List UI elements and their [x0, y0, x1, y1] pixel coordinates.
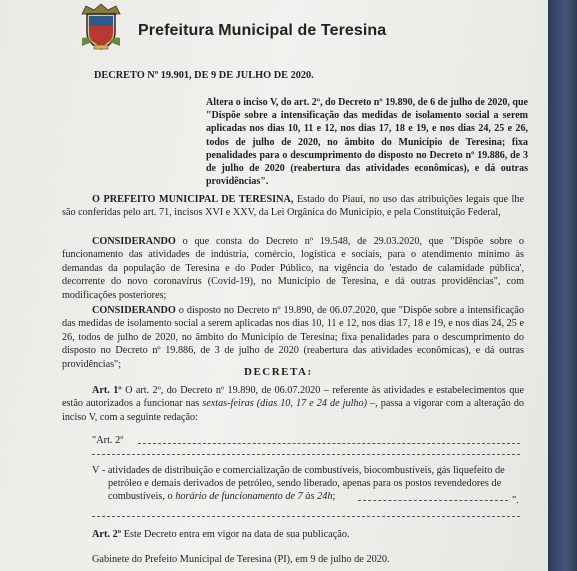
art2-quote-label: "Art. 2º — [92, 435, 124, 446]
preamble — [62, 193, 524, 220]
decree-ementa: Altera o inciso V, do art. 2º, do Decreto nº 19.890, de 6 de julho de 2020, que "Dispõe sobre a intensificação das medidas de isolamento social a serem aplicadas nos dias 10, 11 e 12, nos dias 17, 18 e 19, e nos dias 24, 25 e 26, todos de julho de 2020, no âmbito do Município de Teresina; fixa penalidades para o descumprimento do disposto no Decreto nº 19.886, de 3 de julho de 2020 (reabertura das atividades econômicas), e dá outras providências". — [206, 97, 528, 188]
preamble-text: Estado do Piauí, no uso das atribuições legais que lhe são conferidas pelo art. 71, incisos XVI e XXV, da Lei Orgânica do Município, e pela Constituição Federal, — [62, 194, 525, 219]
article-2 — [92, 528, 350, 541]
close-quote: ". — [512, 495, 519, 506]
article-1-italic: sextas-feiras (dias 10, 17 e 24 de julho) — [202, 398, 368, 410]
considerando-1 — [62, 235, 524, 302]
considerando-1-text: o que consta do Decreto nº 19.548, de 29.03.2020, que "Dispõe sobre o funcionamento das atividades de indústria, comércio, logística e sociais, para o atendimento mínimo às demandas da população de Teresina e do Poder Público, na vigência do 'estado de calamidade pública', decorrente do novo coronavírus (Covid-19), no Município de Teresina, e dá outras providências", com modificações posteriores; — [62, 236, 524, 301]
decree-title: DECRETO Nº 19.901, DE 9 DE JULHO DE 2020. — [94, 70, 314, 81]
inciso-v-italic: horário de funcionamento de 7 às 24h — [175, 491, 333, 502]
gabinete-line: Gabinete do Prefeito Municipal de Teresina (PI), em 9 de julho de 2020. — [92, 554, 390, 565]
article-2-lead: Art. 2º — [92, 529, 122, 540]
considerando-2-lead: CONSIDERANDO — [92, 305, 176, 316]
desk-background — [548, 0, 577, 571]
article-2-text: Este Decreto entra em vigor na data de sua publicação. — [121, 529, 350, 540]
inciso-v-line-2: petróleo e demais derivados de petróleo, sendo liberado, apenas para os postos revendedores de — [108, 478, 502, 489]
decreta-heading: DECRETA: — [244, 366, 313, 378]
article-1-lead: Art. 1º — [92, 385, 122, 396]
article-1 — [62, 384, 524, 424]
org-name: Prefeitura Municipal de Teresina — [138, 22, 387, 39]
article-1-text-a: O art. 2º, do Decreto nº 19.890, de 06.07.2020 – referente às atividades e estabelecimentos que estão autorizados a funcionar nas — [62, 385, 524, 410]
considerando-1-lead: CONSIDERANDO — [92, 236, 176, 247]
dotted-line — [92, 516, 520, 517]
dotted-line — [138, 443, 520, 444]
inciso-v-text: combustíveis, o — [108, 491, 176, 502]
considerando-2 — [62, 304, 524, 371]
municipal-coat-of-arms-icon — [78, 2, 124, 52]
inciso-v-line-1: V - atividades de distribuição e comercialização de combustíveis, biocombustíveis, gás liquefeito de — [92, 465, 505, 476]
dotted-line — [92, 454, 520, 455]
inciso-v-end: ; — [332, 491, 336, 502]
inciso-v-line-3 — [108, 490, 335, 503]
considerando-2-text: o disposto no Decreto nº 19.890, de 06.07.2020, que "Dispõe sobre a intensificação das medidas de isolamento social a serem aplicadas nos dias 10, 11 e 12, nos dias 17, 18 e 19, e nos dias 24, 25 e 26, todos de julho de 2020, no âmbito do Município de Teresina; fixa penalidades para o descumprimento do disposto no Decreto nº 19.886, de 3 de julho de 2020 (reabertura das atividades econômicas), e dá outras providências"; — [62, 305, 524, 370]
preamble-lead: O PREFEITO MUNICIPAL DE TERESINA, — [92, 194, 294, 205]
article-1-text-b: –, passa a vigorar com a alteração do inciso V, com a seguinte redação: — [62, 398, 525, 423]
dotted-line — [358, 500, 508, 501]
